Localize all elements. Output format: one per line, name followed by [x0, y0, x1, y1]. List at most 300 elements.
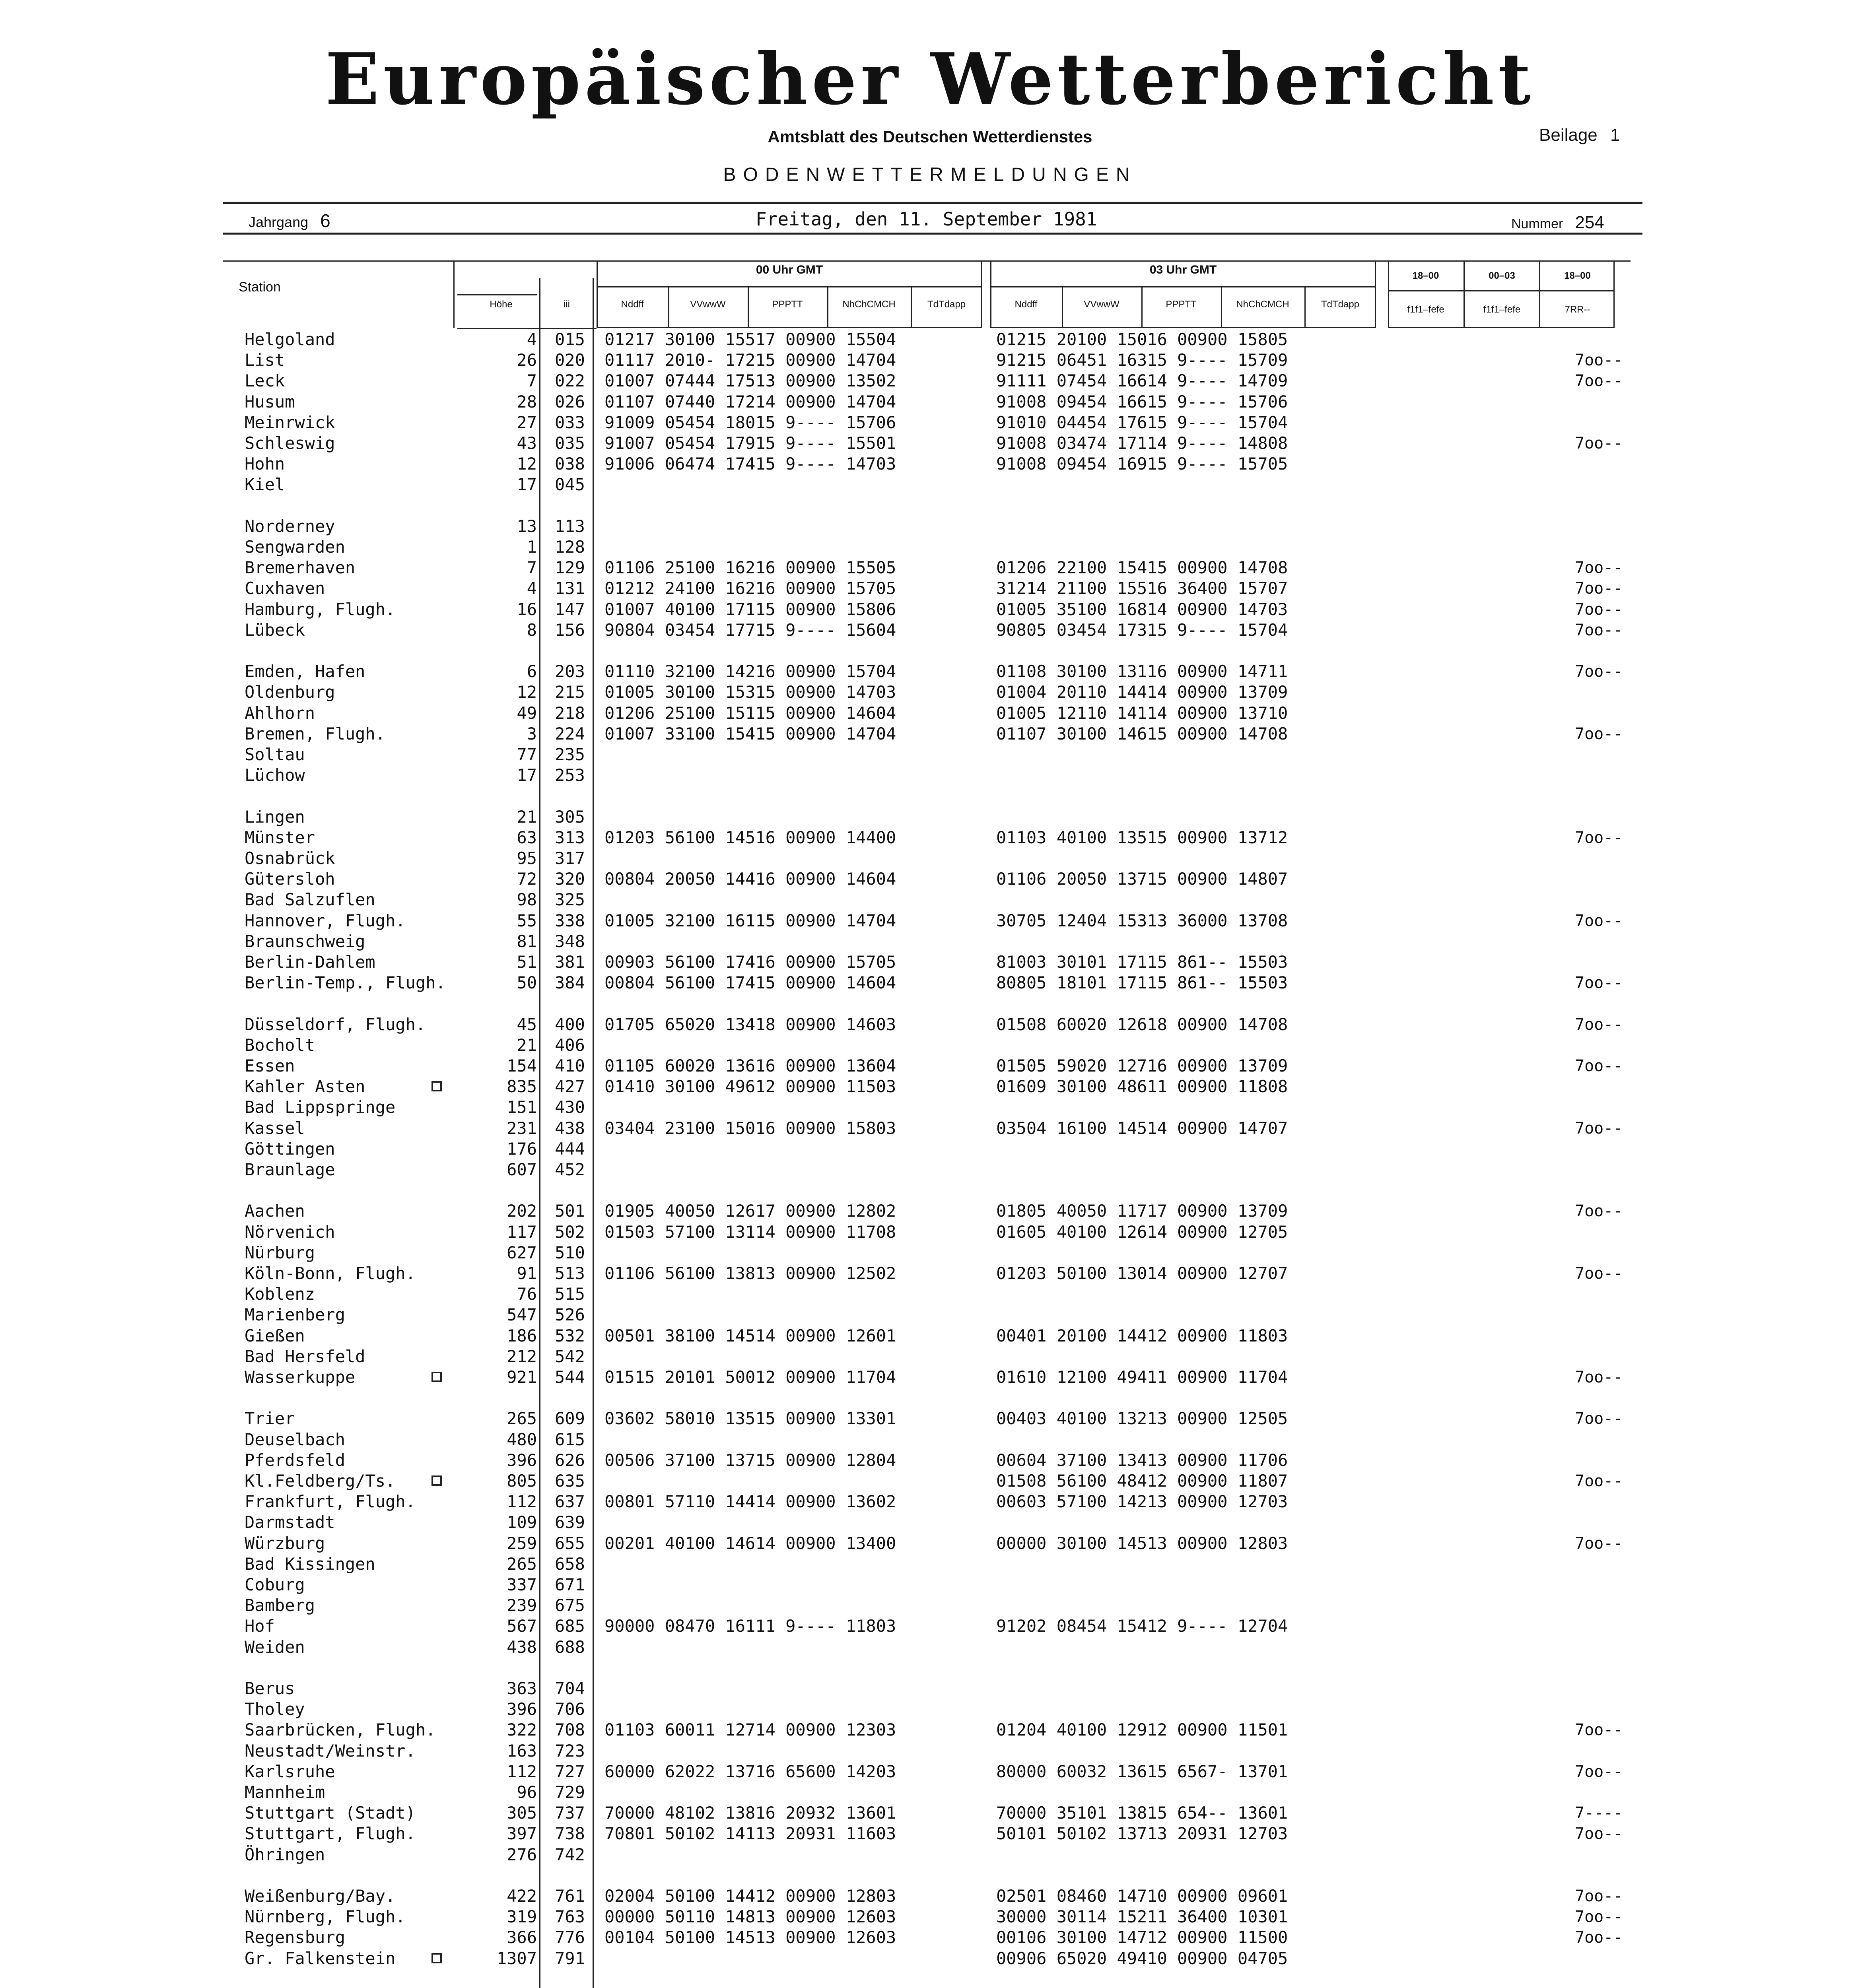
- station-name: List: [245, 350, 285, 370]
- precip-group: 7oo--: [1575, 1887, 1623, 1905]
- vline-hoehe: [539, 278, 540, 1988]
- station-name: Leck: [245, 371, 285, 390]
- obs-03: 01005 35100 16814 00900 14703: [996, 600, 1288, 619]
- cols00-col-4: NhChCMCH: [842, 299, 896, 310]
- station-id: 513: [555, 1264, 585, 1283]
- station-id: 224: [555, 724, 585, 744]
- station-id: 427: [555, 1077, 585, 1096]
- cols03-col-2: VVwwW: [1084, 299, 1119, 310]
- station-name: Norderney: [245, 516, 335, 536]
- station-height: 112: [507, 1492, 537, 1511]
- square-icon: [431, 1081, 442, 1091]
- station-name: Bad Hersfeld: [245, 1347, 365, 1366]
- hline: [457, 294, 537, 295]
- station-id: 675: [555, 1596, 585, 1615]
- obs-03: 91215 06451 16315 9---- 15709: [996, 350, 1288, 370]
- extra-col-3: 18–00: [1564, 270, 1591, 281]
- obs-03: 01206 22100 15415 00900 14708: [996, 558, 1288, 577]
- station-id: 542: [555, 1347, 585, 1366]
- station-name: Nürburg: [245, 1243, 315, 1262]
- station-height: 805: [507, 1471, 537, 1491]
- station-id: 704: [555, 1679, 585, 1698]
- station-height: 305: [507, 1803, 537, 1823]
- obs-03: 02501 08460 14710 00900 09601: [996, 1886, 1288, 1906]
- station-height: 4: [527, 579, 537, 598]
- station-id: 510: [555, 1243, 585, 1262]
- station-name: Berus: [245, 1679, 295, 1698]
- obs-00: 01410 30100 49612 00900 11503: [604, 1077, 896, 1096]
- station-id: 452: [555, 1160, 585, 1179]
- station-name: Deuselbach: [245, 1430, 345, 1449]
- obs-03: 00106 30100 14712 00900 11500: [996, 1928, 1288, 1947]
- station-height: 16: [517, 600, 537, 619]
- obs-00: 91006 06474 17415 9---- 14703: [604, 454, 896, 474]
- divider: [223, 233, 1642, 235]
- station-height: 319: [507, 1907, 537, 1926]
- station-name: Ahlhorn: [245, 703, 315, 723]
- station-height: 12: [517, 454, 537, 474]
- beilage: [1539, 125, 1620, 145]
- obs-03: 03504 16100 14514 00900 14707: [996, 1118, 1288, 1138]
- station-name: Trier: [245, 1409, 295, 1428]
- obs-00: 91007 05454 17915 9---- 15501: [604, 433, 896, 453]
- obs-03: 70000 35101 13815 654-- 13601: [996, 1803, 1288, 1823]
- vline: [1062, 287, 1063, 328]
- station-height: 4: [527, 330, 537, 349]
- station-height: 480: [507, 1430, 537, 1449]
- station-id: 723: [555, 1741, 585, 1761]
- precip-group: 7----: [1575, 1804, 1623, 1822]
- precip-group: 7oo--: [1575, 1763, 1623, 1781]
- obs-00: 01212 24100 16216 00900 15705: [604, 579, 896, 598]
- vline-iii: [593, 278, 594, 1988]
- hline: [990, 286, 1376, 287]
- station-height: 26: [517, 350, 537, 370]
- precip-group: 7oo--: [1575, 1119, 1623, 1138]
- station-name: Stuttgart, Flugh.: [245, 1824, 416, 1843]
- station-id: 635: [555, 1471, 585, 1491]
- station-id: 305: [555, 807, 585, 827]
- obs-00: 01106 56100 13813 00900 12502: [604, 1264, 896, 1283]
- station-id: 026: [555, 392, 585, 412]
- station-height: 21: [517, 807, 537, 827]
- station-name: Schleswig: [245, 433, 335, 453]
- station-height: 27: [517, 413, 537, 432]
- station-height: 265: [507, 1554, 537, 1574]
- station-height: 81: [517, 932, 537, 951]
- station-height: 96: [517, 1782, 537, 1802]
- station-height: 337: [507, 1575, 537, 1594]
- precip-group: 7oo--: [1575, 1264, 1623, 1283]
- station-name: Cuxhaven: [245, 579, 325, 598]
- cols00-col-1: Nddff: [621, 299, 644, 310]
- station-name: Bad Kissingen: [245, 1554, 375, 1574]
- vline: [453, 260, 455, 328]
- station-id: 708: [555, 1720, 585, 1740]
- cols03-col-3: PPPTT: [1166, 299, 1197, 310]
- obs-03: 80000 60032 13615 6567- 13701: [996, 1762, 1288, 1781]
- obs-03: 01005 12110 14114 00900 13710: [996, 703, 1288, 723]
- station-height: 835: [507, 1077, 537, 1096]
- station-name: Hohn: [245, 454, 285, 474]
- station-id: 742: [555, 1845, 585, 1864]
- station-id: 156: [555, 620, 585, 640]
- station-name: Münster: [245, 828, 315, 847]
- square-icon: [431, 1372, 442, 1382]
- station-name: Weiden: [245, 1637, 305, 1657]
- nummer-value: 254: [1575, 213, 1604, 232]
- jahrgang-value: 6: [320, 210, 330, 231]
- obs-03: 01204 40100 12912 00900 11501: [996, 1720, 1288, 1740]
- vline: [1141, 287, 1143, 328]
- header-hoehe: Höhe: [490, 299, 513, 310]
- obs-03: 90805 03454 17315 9---- 15704: [996, 620, 1288, 640]
- obs-03: 01605 40100 12614 00900 12705: [996, 1222, 1288, 1242]
- station-name: Osnabrück: [245, 848, 335, 868]
- station-height: 239: [507, 1596, 537, 1615]
- station-id: 128: [555, 537, 585, 557]
- station-name: Stuttgart (Stadt): [245, 1803, 416, 1823]
- station-height: 51: [517, 952, 537, 972]
- precip-group: 7oo--: [1575, 829, 1623, 847]
- obs-00: 01117 2010- 17215 00900 14704: [604, 350, 896, 370]
- station-id: 671: [555, 1575, 585, 1594]
- obs-03: 01508 56100 48412 00900 11807: [996, 1471, 1288, 1491]
- vline: [1304, 287, 1306, 328]
- station-height: 154: [507, 1056, 537, 1076]
- station-height: 45: [517, 1015, 537, 1034]
- station-id: 203: [555, 662, 585, 681]
- station-id: 637: [555, 1492, 585, 1511]
- station-id: 317: [555, 848, 585, 868]
- station-height: 21: [517, 1035, 537, 1055]
- station-name: Düsseldorf, Flugh.: [245, 1015, 426, 1034]
- obs-03: 00401 20100 14412 00900 11803: [996, 1326, 1288, 1345]
- station-id: 502: [555, 1222, 585, 1242]
- obs-00: 01005 30100 15315 00900 14703: [604, 682, 896, 702]
- obs-03: 01805 40050 11717 00900 13709: [996, 1201, 1288, 1221]
- station-name: Lingen: [245, 807, 305, 827]
- hline: [597, 286, 982, 287]
- station-name: Helgoland: [245, 330, 335, 349]
- station-height: 63: [517, 828, 537, 847]
- station-id: 706: [555, 1699, 585, 1719]
- obs-00: 01515 20101 50012 00900 11704: [604, 1367, 896, 1387]
- vline: [748, 287, 749, 328]
- station-name: Kiel: [245, 475, 285, 494]
- obs-00: 70000 48102 13816 20932 13601: [604, 1803, 896, 1823]
- obs-00: 00000 50110 14813 00900 12603: [604, 1907, 896, 1926]
- obs-03: 30000 30114 15211 36400 10301: [996, 1907, 1288, 1926]
- station-id: 015: [555, 330, 585, 349]
- obs-00: 03404 23100 15016 00900 15803: [604, 1118, 896, 1138]
- station-height: 17: [517, 765, 537, 785]
- station-id: 737: [555, 1803, 585, 1823]
- station-id: 501: [555, 1201, 585, 1221]
- station-id: 615: [555, 1430, 585, 1449]
- station-height: 396: [507, 1699, 537, 1719]
- date: Freitag, den 11. September 1981: [756, 208, 1097, 230]
- station-height: 547: [507, 1305, 537, 1324]
- obs-00: 01103 60011 12714 00900 12303: [604, 1720, 896, 1740]
- extra-col-2: 00–03: [1489, 270, 1515, 281]
- precip-group: 7oo--: [1575, 974, 1623, 992]
- obs-00: 00804 20050 14416 00900 14604: [604, 869, 896, 889]
- precip-group: 7oo--: [1575, 1202, 1623, 1220]
- station-height: 151: [507, 1097, 537, 1117]
- station-id: 253: [555, 765, 585, 785]
- group-03-label: 03 Uhr GMT: [1149, 263, 1217, 276]
- station-name: Karlsruhe: [245, 1762, 335, 1781]
- page-title: Europäischer Wetterbericht: [325, 37, 1535, 120]
- station-name: Kahler Asten: [245, 1077, 365, 1096]
- precip-group: 7oo--: [1575, 1015, 1623, 1034]
- station-id: 761: [555, 1886, 585, 1906]
- station-id: 129: [555, 558, 585, 577]
- station-height: 438: [507, 1637, 537, 1657]
- station-id: 020: [555, 350, 585, 370]
- station-height: 363: [507, 1679, 537, 1698]
- station-height: 1: [527, 537, 537, 557]
- extra-sub-1: f1f1–fefe: [1407, 304, 1444, 315]
- station-name: Bad Lippspringe: [245, 1097, 396, 1117]
- station-name: Hof: [245, 1616, 275, 1636]
- station-id: 430: [555, 1097, 585, 1117]
- obs-00: 01106 25100 16216 00900 15505: [604, 558, 896, 577]
- obs-00: 01503 57100 13114 00900 11708: [604, 1222, 896, 1242]
- precip-group: 7oo--: [1575, 1928, 1623, 1947]
- station-id: 325: [555, 890, 585, 909]
- station-name: Marienberg: [245, 1305, 345, 1324]
- obs-03: 00906 65020 49410 00900 04705: [996, 1949, 1288, 1968]
- obs-03: 01203 50100 13014 00900 12707: [996, 1264, 1288, 1283]
- station-id: 045: [555, 475, 585, 494]
- nummer: [1511, 213, 1604, 233]
- square-icon: [431, 1475, 442, 1486]
- obs-00: 00903 56100 17416 00900 15705: [604, 952, 896, 972]
- station-id: 609: [555, 1409, 585, 1428]
- station-name: Gütersloh: [245, 869, 335, 889]
- station-id: 544: [555, 1367, 585, 1387]
- station-height: 366: [507, 1928, 537, 1947]
- station-id: 338: [555, 911, 585, 930]
- group-00-label: 00 Uhr GMT: [756, 263, 823, 276]
- subtitle: Amtsblatt des Deutschen Wetterdienstes: [768, 127, 1092, 146]
- station-name: Berlin-Dahlem: [245, 952, 375, 972]
- precip-group: 7oo--: [1575, 351, 1623, 369]
- obs-03: 00000 30100 14513 00900 12803: [996, 1534, 1288, 1553]
- station-height: 17: [517, 475, 537, 494]
- precip-group: 7oo--: [1575, 662, 1623, 681]
- station-id: 033: [555, 413, 585, 432]
- station-name: Soltau: [245, 745, 305, 764]
- station-id: 532: [555, 1326, 585, 1345]
- station-height: 265: [507, 1409, 537, 1428]
- obs-00: 02004 50100 14412 00900 12803: [604, 1886, 896, 1906]
- obs-00: 01107 07440 17214 00900 14704: [604, 392, 896, 412]
- station-name: Frankfurt, Flugh.: [245, 1492, 416, 1511]
- obs-00: 03602 58010 13515 00900 13301: [604, 1409, 896, 1428]
- station-height: 49: [517, 703, 537, 723]
- station-id: 655: [555, 1534, 585, 1553]
- jahrgang: [249, 210, 330, 231]
- obs-03: 91202 08454 15412 9---- 12704: [996, 1616, 1288, 1636]
- obs-03: 31214 21100 15516 36400 15707: [996, 579, 1288, 598]
- divider: [223, 202, 1642, 204]
- obs-00: 90804 03454 17715 9---- 15604: [604, 620, 896, 640]
- station-height: 396: [507, 1450, 537, 1470]
- obs-03: 01107 30100 14615 00900 14708: [996, 724, 1288, 744]
- station-name: Kl.Feldberg/Ts.: [245, 1471, 396, 1491]
- station-name: Aachen: [245, 1201, 305, 1221]
- cols03-col-4: NhChCMCH: [1236, 299, 1289, 310]
- station-id: 131: [555, 579, 585, 598]
- station-name: Darmstadt: [245, 1512, 335, 1532]
- station-id: 218: [555, 703, 585, 723]
- station-id: 113: [555, 516, 585, 536]
- station-id: 727: [555, 1762, 585, 1781]
- cols00-col-2: VVwwW: [690, 299, 726, 310]
- obs-03: 81003 30101 17115 861-- 15503: [996, 952, 1288, 972]
- cols03-col-1: Nddff: [1015, 299, 1038, 310]
- obs-00: 01217 30100 15517 00900 15504: [604, 330, 896, 349]
- station-height: 8: [527, 620, 537, 640]
- station-id: 658: [555, 1554, 585, 1574]
- station-id: 438: [555, 1118, 585, 1138]
- station-name: Bremerhaven: [245, 558, 356, 577]
- station-height: 95: [517, 848, 537, 868]
- station-height: 607: [507, 1160, 537, 1179]
- station-id: 685: [555, 1616, 585, 1636]
- station-height: 43: [517, 433, 537, 453]
- station-name: Bamberg: [245, 1596, 315, 1615]
- station-id: 035: [555, 433, 585, 453]
- station-id: 313: [555, 828, 585, 847]
- station-height: 322: [507, 1720, 537, 1740]
- extra-sub-3: 7RR--: [1565, 304, 1590, 315]
- obs-03: 00603 57100 14213 00900 12703: [996, 1492, 1288, 1511]
- station-name: Saarbrücken, Flugh.: [245, 1720, 436, 1740]
- station-height: 212: [507, 1347, 537, 1366]
- beilage-label: Beilage: [1539, 125, 1598, 145]
- extra-sub-2: f1f1–fefe: [1483, 304, 1521, 315]
- station-id: 776: [555, 1928, 585, 1947]
- precip-group: 7oo--: [1575, 1368, 1623, 1386]
- station-name: Essen: [245, 1056, 295, 1076]
- precip-group: 7oo--: [1575, 1825, 1623, 1843]
- station-id: 235: [555, 745, 585, 764]
- extra-col-1: 18–00: [1412, 270, 1439, 281]
- station-id: 320: [555, 869, 585, 889]
- station-height: 921: [507, 1367, 537, 1387]
- obs-00: 01007 33100 15415 00900 14704: [604, 724, 896, 744]
- station-id: 406: [555, 1035, 585, 1055]
- precip-group: 7oo--: [1575, 1057, 1623, 1075]
- station-id: 763: [555, 1907, 585, 1926]
- station-name: Husum: [245, 392, 295, 412]
- beilage-value: 1: [1610, 125, 1620, 145]
- station-name: Nörvenich: [245, 1222, 335, 1242]
- jahrgang-label: Jahrgang: [249, 214, 309, 230]
- obs-00: 01007 40100 17115 00900 15806: [604, 600, 896, 619]
- station-id: 526: [555, 1305, 585, 1324]
- station-name: Nürnberg, Flugh.: [245, 1907, 406, 1926]
- station-id: 738: [555, 1824, 585, 1843]
- obs-00: 00506 37100 13715 00900 12804: [604, 1450, 896, 1470]
- station-height: 567: [507, 1616, 537, 1636]
- station-name: Braunlage: [245, 1160, 335, 1179]
- obs-00: 01005 32100 16115 00900 14704: [604, 911, 896, 930]
- precip-group: 7oo--: [1575, 1908, 1623, 1926]
- station-height: 186: [507, 1326, 537, 1345]
- station-height: 422: [507, 1886, 537, 1906]
- station-name: Lübeck: [245, 620, 305, 640]
- vline: [1221, 287, 1222, 328]
- station-height: 202: [507, 1201, 537, 1221]
- precip-group: 7oo--: [1575, 1472, 1623, 1490]
- station-height: 117: [507, 1222, 537, 1242]
- station-name: Regensburg: [245, 1928, 345, 1947]
- obs-00: 01110 32100 14216 00900 15704: [604, 662, 896, 681]
- obs-03: 30705 12404 15313 36000 13708: [996, 911, 1288, 930]
- obs-00: 00501 38100 14514 00900 12601: [604, 1326, 896, 1345]
- station-height: 276: [507, 1845, 537, 1864]
- precip-group: 7oo--: [1575, 621, 1623, 639]
- obs-00: 01007 07444 17513 00900 13502: [604, 371, 896, 390]
- station-height: 98: [517, 890, 537, 909]
- precip-group: 7oo--: [1575, 725, 1623, 743]
- station-height: 50: [517, 973, 537, 992]
- cols03-col-5: TdTdapp: [1321, 299, 1360, 310]
- precip-group: 7oo--: [1575, 559, 1623, 577]
- station-id: 688: [555, 1637, 585, 1657]
- obs-03: 00604 37100 13413 00900 11706: [996, 1450, 1288, 1470]
- obs-03: 91008 03474 17114 9---- 14808: [996, 433, 1288, 453]
- station-height: 231: [507, 1118, 537, 1138]
- obs-03: 01508 60020 12618 00900 14708: [996, 1015, 1288, 1034]
- obs-03: 50101 50102 13713 20931 12703: [996, 1824, 1288, 1843]
- station-name: Öhringen: [245, 1845, 325, 1864]
- station-name: Würzburg: [245, 1534, 325, 1553]
- station-name: Weißenburg/Bay.: [245, 1886, 396, 1906]
- station-height: 12: [517, 682, 537, 702]
- cols00-col-3: PPPTT: [772, 299, 803, 310]
- station-name: Bremen, Flugh.: [245, 724, 386, 744]
- station-name: Sengwarden: [245, 537, 345, 557]
- station-height: 77: [517, 745, 537, 764]
- station-name: Bocholt: [245, 1035, 315, 1055]
- obs-00: 01705 65020 13418 00900 14603: [604, 1015, 896, 1034]
- station-id: 729: [555, 1782, 585, 1802]
- station-name: Coburg: [245, 1575, 305, 1594]
- station-id: 444: [555, 1139, 585, 1159]
- obs-00: 00804 56100 17415 00900 14604: [604, 973, 896, 992]
- obs-03: 91008 09454 16915 9---- 15705: [996, 454, 1288, 474]
- obs-00: 00104 50100 14513 00900 12603: [604, 1928, 896, 1947]
- obs-00: 70801 50102 14113 20931 11603: [604, 1824, 896, 1843]
- precip-group: 7oo--: [1575, 372, 1623, 390]
- station-name: Göttingen: [245, 1139, 335, 1159]
- section-heading: BODENWETTERMELDUNGEN: [723, 164, 1137, 185]
- station-id: 022: [555, 371, 585, 390]
- obs-03: 80805 18101 17115 861-- 15503: [996, 973, 1288, 992]
- obs-00: 01105 60020 13616 00900 13604: [604, 1056, 896, 1076]
- station-name: Tholey: [245, 1699, 305, 1719]
- obs-00: 01905 40050 12617 00900 12802: [604, 1201, 896, 1221]
- obs-03: 01103 40100 13515 00900 13712: [996, 828, 1288, 847]
- precip-group: 7oo--: [1575, 1721, 1623, 1739]
- station-height: 176: [507, 1139, 537, 1159]
